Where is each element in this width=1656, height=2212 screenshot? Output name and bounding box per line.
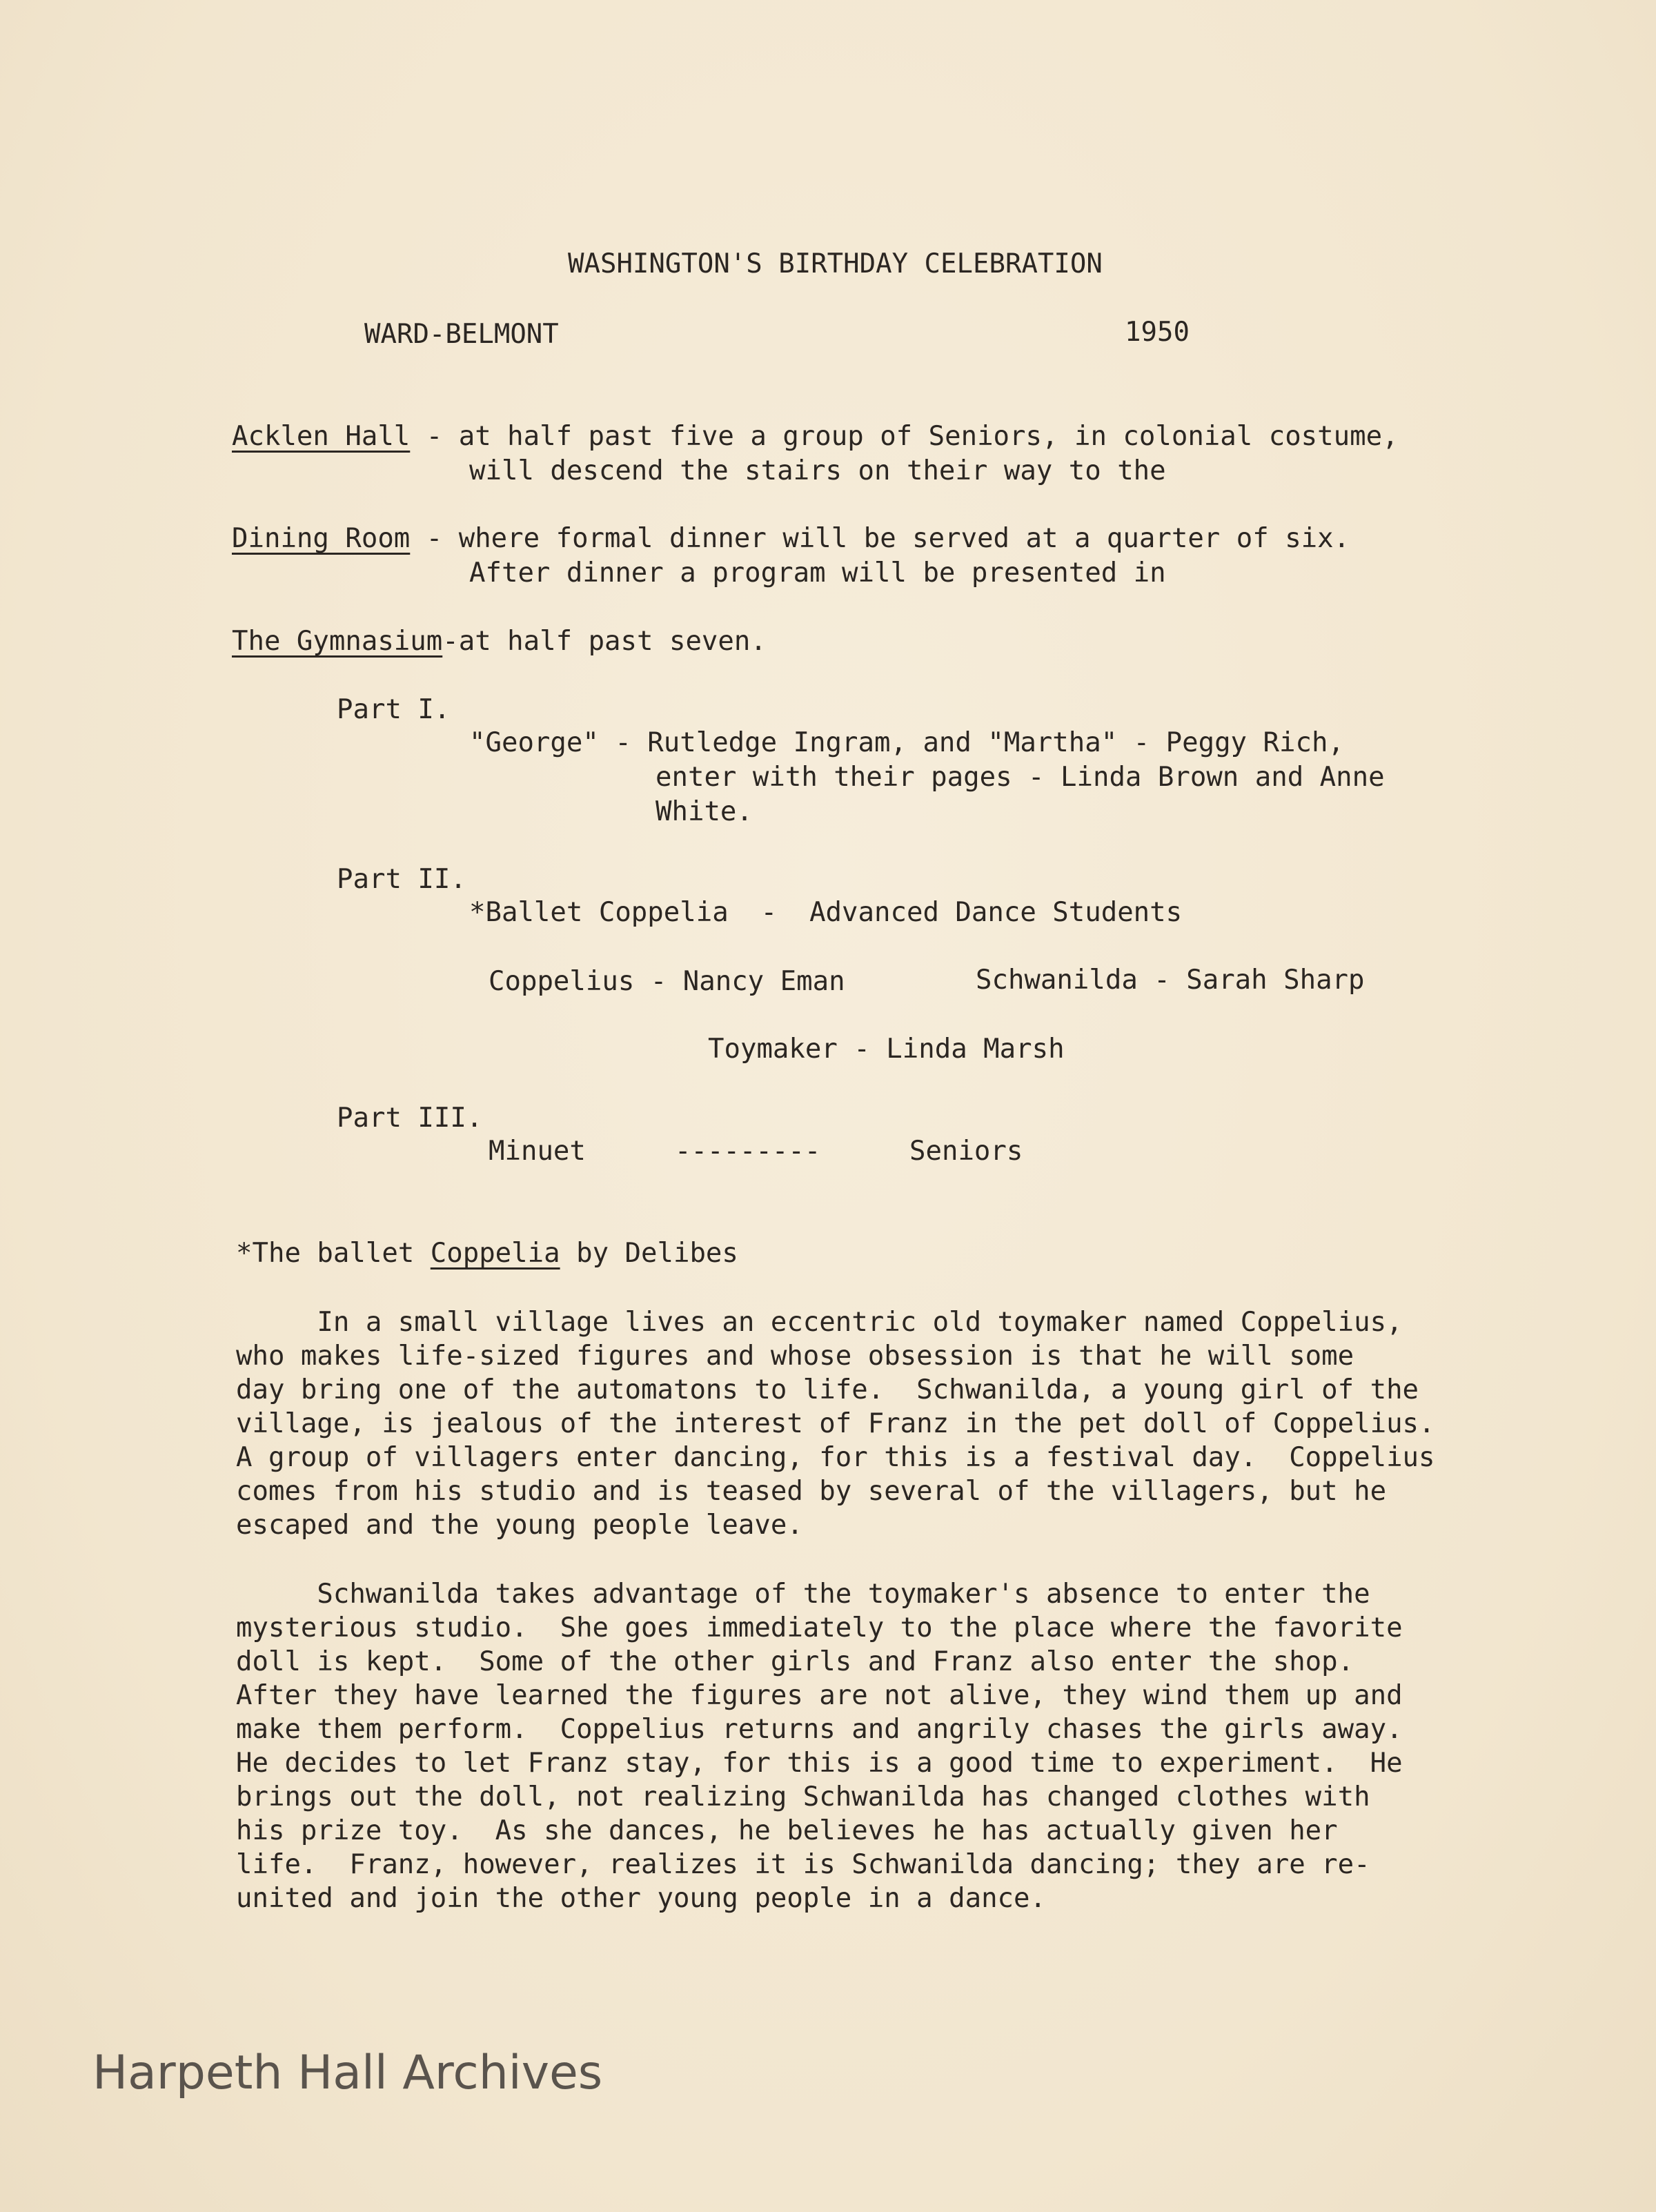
year: 1950 [1125, 317, 1190, 348]
paragraph-line: life. Franz, however, realizes it is Schwanilda dancing; they are re- [236, 1849, 1370, 1880]
acklen-hall-text-cont: will descend the stairs on their way to the [469, 455, 1166, 486]
gymnasium-label: The Gymnasium [232, 626, 443, 657]
footnote-suffix: by Delibes [560, 1238, 738, 1269]
acklen-hall-text: - at half past five a group of Seniors, in colonial costume, [410, 421, 1399, 452]
part-3-heading: Part III. [337, 1103, 483, 1134]
part-1-line-2: enter with their pages - Linda Brown and Anne [656, 762, 1385, 793]
part-3-dance: Minuet [489, 1136, 586, 1167]
paragraph-line: day bring one of the automatons to life. Schwanilda, a young girl of the [236, 1374, 1419, 1405]
paragraph-line: A group of villagers enter dancing, for this is a festival day. Coppelius [236, 1442, 1435, 1473]
paragraph-line: Schwanilda takes advantage of the toymaker's absence to enter the [236, 1579, 1370, 1610]
dining-room-entry [232, 522, 1350, 555]
paragraph-line: He decides to let Franz stay, for this is a good time to experiment. He [236, 1748, 1403, 1779]
part-3-dashes: --------- [675, 1136, 821, 1167]
dining-room-label: Dining Room [232, 523, 411, 554]
paragraph-line: united and join the other young people in a dance. [236, 1883, 1046, 1914]
gymnasium-text: -at half past seven. [442, 626, 767, 657]
part-2-heading: Part II. [337, 864, 466, 895]
part-1-line-1: "George" - Rutledge Ingram, and "Martha" - Peggy Rich, [469, 727, 1344, 758]
footnote-prefix: *The ballet [236, 1238, 431, 1269]
paragraph-line: After they have learned the figures are not alive, they wind them up and [236, 1680, 1403, 1711]
document-title: WASHINGTON'S BIRTHDAY CELEBRATION [568, 248, 1103, 279]
paragraph-line: In a small village lives an eccentric old toymaker named Coppelius, [236, 1307, 1403, 1338]
part-1-heading: Part I. [337, 694, 451, 725]
acklen-hall-label: Acklen Hall [232, 421, 411, 452]
part-2-cast-toymaker: Toymaker - Linda Marsh [708, 1034, 1065, 1065]
part-2-line-1: *Ballet Coppelia - Advanced Dance Students [469, 897, 1183, 928]
acklen-hall-entry [232, 419, 1399, 453]
paragraph-line: his prize toy. As she dances, he believes he has actually given her [236, 1815, 1338, 1846]
archive-watermark: Harpeth Hall Archives [92, 2046, 603, 2100]
gymnasium-entry [232, 624, 767, 658]
footnote-ballet-title: Coppelia [430, 1238, 560, 1269]
paragraph-line: comes from his studio and is teased by several of the villagers, but he [236, 1476, 1387, 1507]
paragraph-line: doll is kept. Some of the other girls and Franz also enter the shop. [236, 1646, 1354, 1677]
dining-room-text-cont: After dinner a program will be presented in [469, 557, 1166, 589]
paragraph-line: brings out the doll, not realizing Schwanilda has changed clothes with [236, 1781, 1370, 1813]
part-2-cast-coppelius: Coppelius - Nancy Eman [489, 966, 845, 997]
part-2-cast-schwanilda: Schwanilda - Sarah Sharp [976, 965, 1365, 996]
part-1-line-3: White. [656, 796, 753, 827]
paragraph-line: mysterious studio. She goes immediately to the place where the favorite [236, 1612, 1403, 1643]
footnote-heading [236, 1236, 738, 1270]
school-name: WARD-BELMONT [364, 319, 559, 350]
paragraph-line: escaped and the young people leave. [236, 1510, 803, 1541]
paragraph-line: who makes life-sized figures and whose obsession is that he will some [236, 1341, 1354, 1372]
part-3-performers: Seniors [909, 1136, 1023, 1167]
dining-room-text: - where formal dinner will be served at a quarter of six. [410, 523, 1350, 554]
paragraph-line: make them perform. Coppelius returns and angrily chases the girls away. [236, 1714, 1403, 1745]
paragraph-line: village, is jealous of the interest of Franz in the pet doll of Coppelius. [236, 1408, 1435, 1439]
